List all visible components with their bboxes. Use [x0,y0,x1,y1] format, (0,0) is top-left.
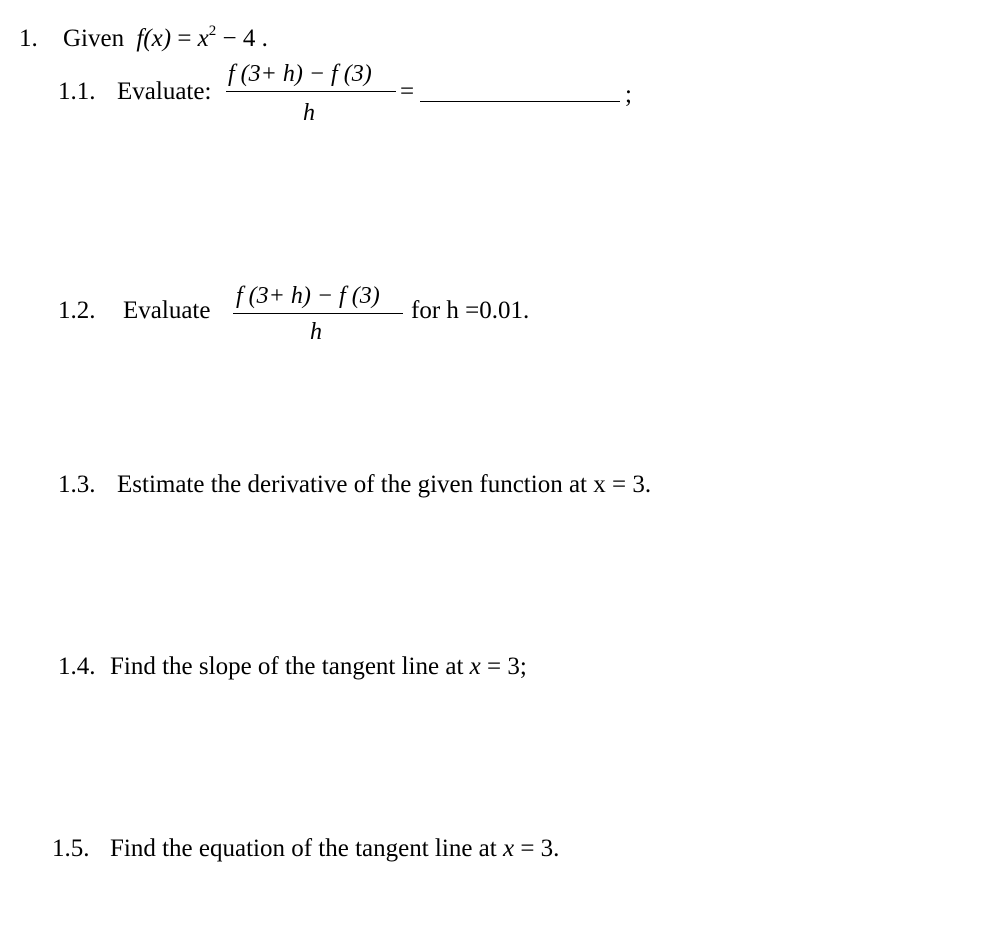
function-notation: f(x) [136,25,172,52]
q1-fraction-denominator: h [303,100,315,126]
q2-fraction-numerator: f (3+ h) − f (3) [236,283,380,309]
q1-answer-blank[interactable] [420,101,620,102]
q1-number: 1.1. [58,78,96,105]
q2-label: Evaluate [123,297,211,324]
q5-number: 1.5. [52,835,90,862]
q5-text-after: = 3. [520,835,560,862]
q2-fraction-bar [233,313,403,314]
problem-statement [63,23,268,52]
q1-label: Evaluate: [117,78,212,105]
q4-number: 1.4. [58,653,96,680]
q5-text-before: Find the equation of the tangent line at [110,835,497,862]
q3-text: Estimate the derivative of the given function at x = 3. [117,471,652,498]
q3-number: 1.3. [58,471,96,498]
q5-text [110,836,559,861]
q1-fraction-bar [226,91,396,92]
q4-text-after: = 3; [487,653,527,680]
q2-number: 1.2. [58,297,96,324]
exponent: 2 [208,23,217,39]
q4-text-before: Find the slope of the tangent line at [110,653,464,680]
function-remainder: − 4 . [222,25,268,52]
q5-variable: x [502,835,515,862]
q1-semicolon: ; [625,81,632,108]
x-variable: x [197,25,209,52]
q2-suffix: for h =0.01. [411,297,530,324]
problem-number: 1. [19,25,38,52]
equals-sign: = [177,25,192,52]
given-word: Given [63,25,125,52]
q4-text [110,654,527,679]
q1-fraction-numerator: f (3+ h) − f (3) [228,61,372,87]
q4-variable: x [469,653,481,680]
q1-equals-sign: = [400,78,415,105]
q2-fraction-denominator: h [310,319,322,345]
